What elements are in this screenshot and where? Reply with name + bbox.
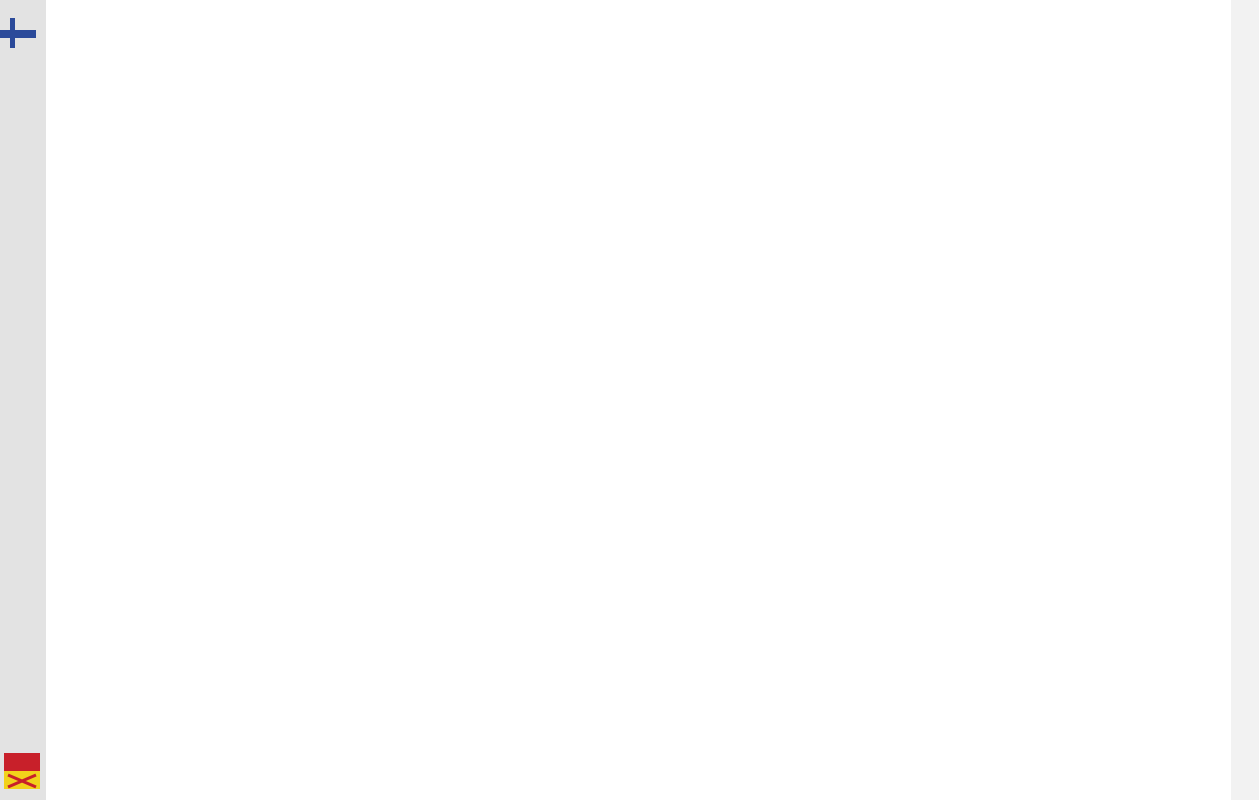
rotated-document-page <box>215 95 1215 710</box>
viewer-left-margin <box>0 0 46 800</box>
crop-mark-top-left-vertical <box>10 18 15 48</box>
crop-mark-top-left <box>0 30 36 38</box>
society-crest-icon <box>2 751 42 791</box>
viewer-right-margin <box>1231 0 1259 800</box>
